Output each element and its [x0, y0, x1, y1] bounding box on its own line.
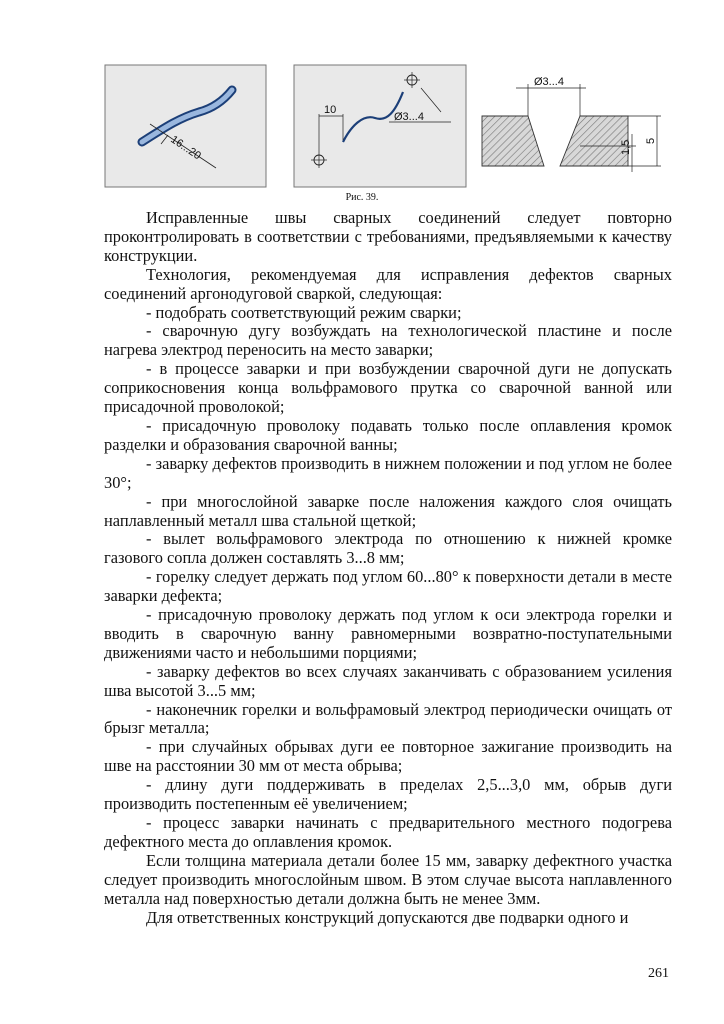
list-item: - в процессе заварки и при возбуждении сварочной дуги не допускать соприкосновения конца вольфрамового прутка со сварочной ванной или присадочной проволокой;	[104, 359, 672, 417]
list-item: - длину дуги поддерживать в пределах 2,5...3,0 мм, обрыв дуги производить постепенным её увеличением;	[104, 775, 672, 814]
figure-39	[104, 64, 674, 190]
list-item: - наконечник горелки и вольфрамовый электрод периодически очищать от брызг металла;	[104, 699, 672, 738]
paragraph: Технология, рекомендуемая для исправления дефектов сварных соединений аргонодуговой сваркой, следующая:	[104, 264, 672, 303]
paragraph: Для ответственных конструкций допускаются две подварки одного и	[146, 907, 629, 927]
paragraph: Исправленные швы сварных соединений следует повторно проконтролировать в соответствии с требованиями, предъявляемыми к качеству конструкции.	[104, 208, 672, 265]
list-item: - сварочную дугу возбуждать на технологической пластине и после нагрева электрод переносить на место заварки;	[104, 321, 672, 360]
page-number: 261	[648, 966, 669, 981]
list-item: - горелку следует держать под углом 60...80° к поверхности детали в месте заварки дефекта;	[104, 567, 672, 606]
paragraph: Если толщина материала детали более 15 мм, заварку дефектного участка следует производить многослойным швом. В этом случае высота наплавленного металла над поверхностью детали должна быть не менее 3мм.	[104, 850, 672, 908]
fig2-diameter-label: Ø3...4	[394, 111, 424, 123]
body-text	[104, 209, 672, 927]
fig3-depth-label: 1,5	[620, 139, 632, 155]
list-item: - вылет вольфрамового электрода по отношению к нижней кромке газового сопла должен составлять 3...8 мм;	[104, 529, 672, 568]
figure-caption: Рис. 39.	[345, 192, 379, 203]
fig3-thickness-label: 5	[645, 137, 657, 144]
list-item: - подобрать соответствующий режим сварки;	[146, 302, 462, 322]
list-item: - при многослойной заварке после наложения каждого слоя очищать наплавленный металл шва стальной щеткой;	[104, 491, 672, 530]
list-item: - присадочную проволоку держать под углом к оси электрода горелки и вводить в сварочную ванну равномерными возвратно-поступательными движениями часто и небольшими порциями;	[104, 605, 672, 662]
list-item: - заварку дефектов во всех случаях заканчивать с образованием усиления шва высотой 3...5 мм;	[104, 661, 672, 700]
list-item: - при случайных обрывах дуги ее повторное зажигание производить на шве на расстоянии 30 мм от места обрыва;	[104, 737, 672, 776]
fig2-offset-label: 10	[324, 104, 337, 116]
seam-dimension-drawing	[293, 64, 467, 188]
v-groove-section-drawing	[476, 64, 674, 188]
defect-groove-drawing	[104, 64, 267, 188]
list-item: - присадочную проволоку подавать только после оплавления кромок разделки и образования сварочной ванны;	[104, 415, 672, 454]
list-item: - заварку дефектов производить в нижнем положении и под углом не более 30°;	[104, 453, 672, 492]
list-item: - процесс заварки начинать с предварительного местного подогрева дефектного места до оплавления кромок.	[104, 813, 672, 851]
fig1-width-label: 16...20	[168, 133, 203, 163]
fig3-diameter-label: Ø3...4	[534, 76, 564, 88]
